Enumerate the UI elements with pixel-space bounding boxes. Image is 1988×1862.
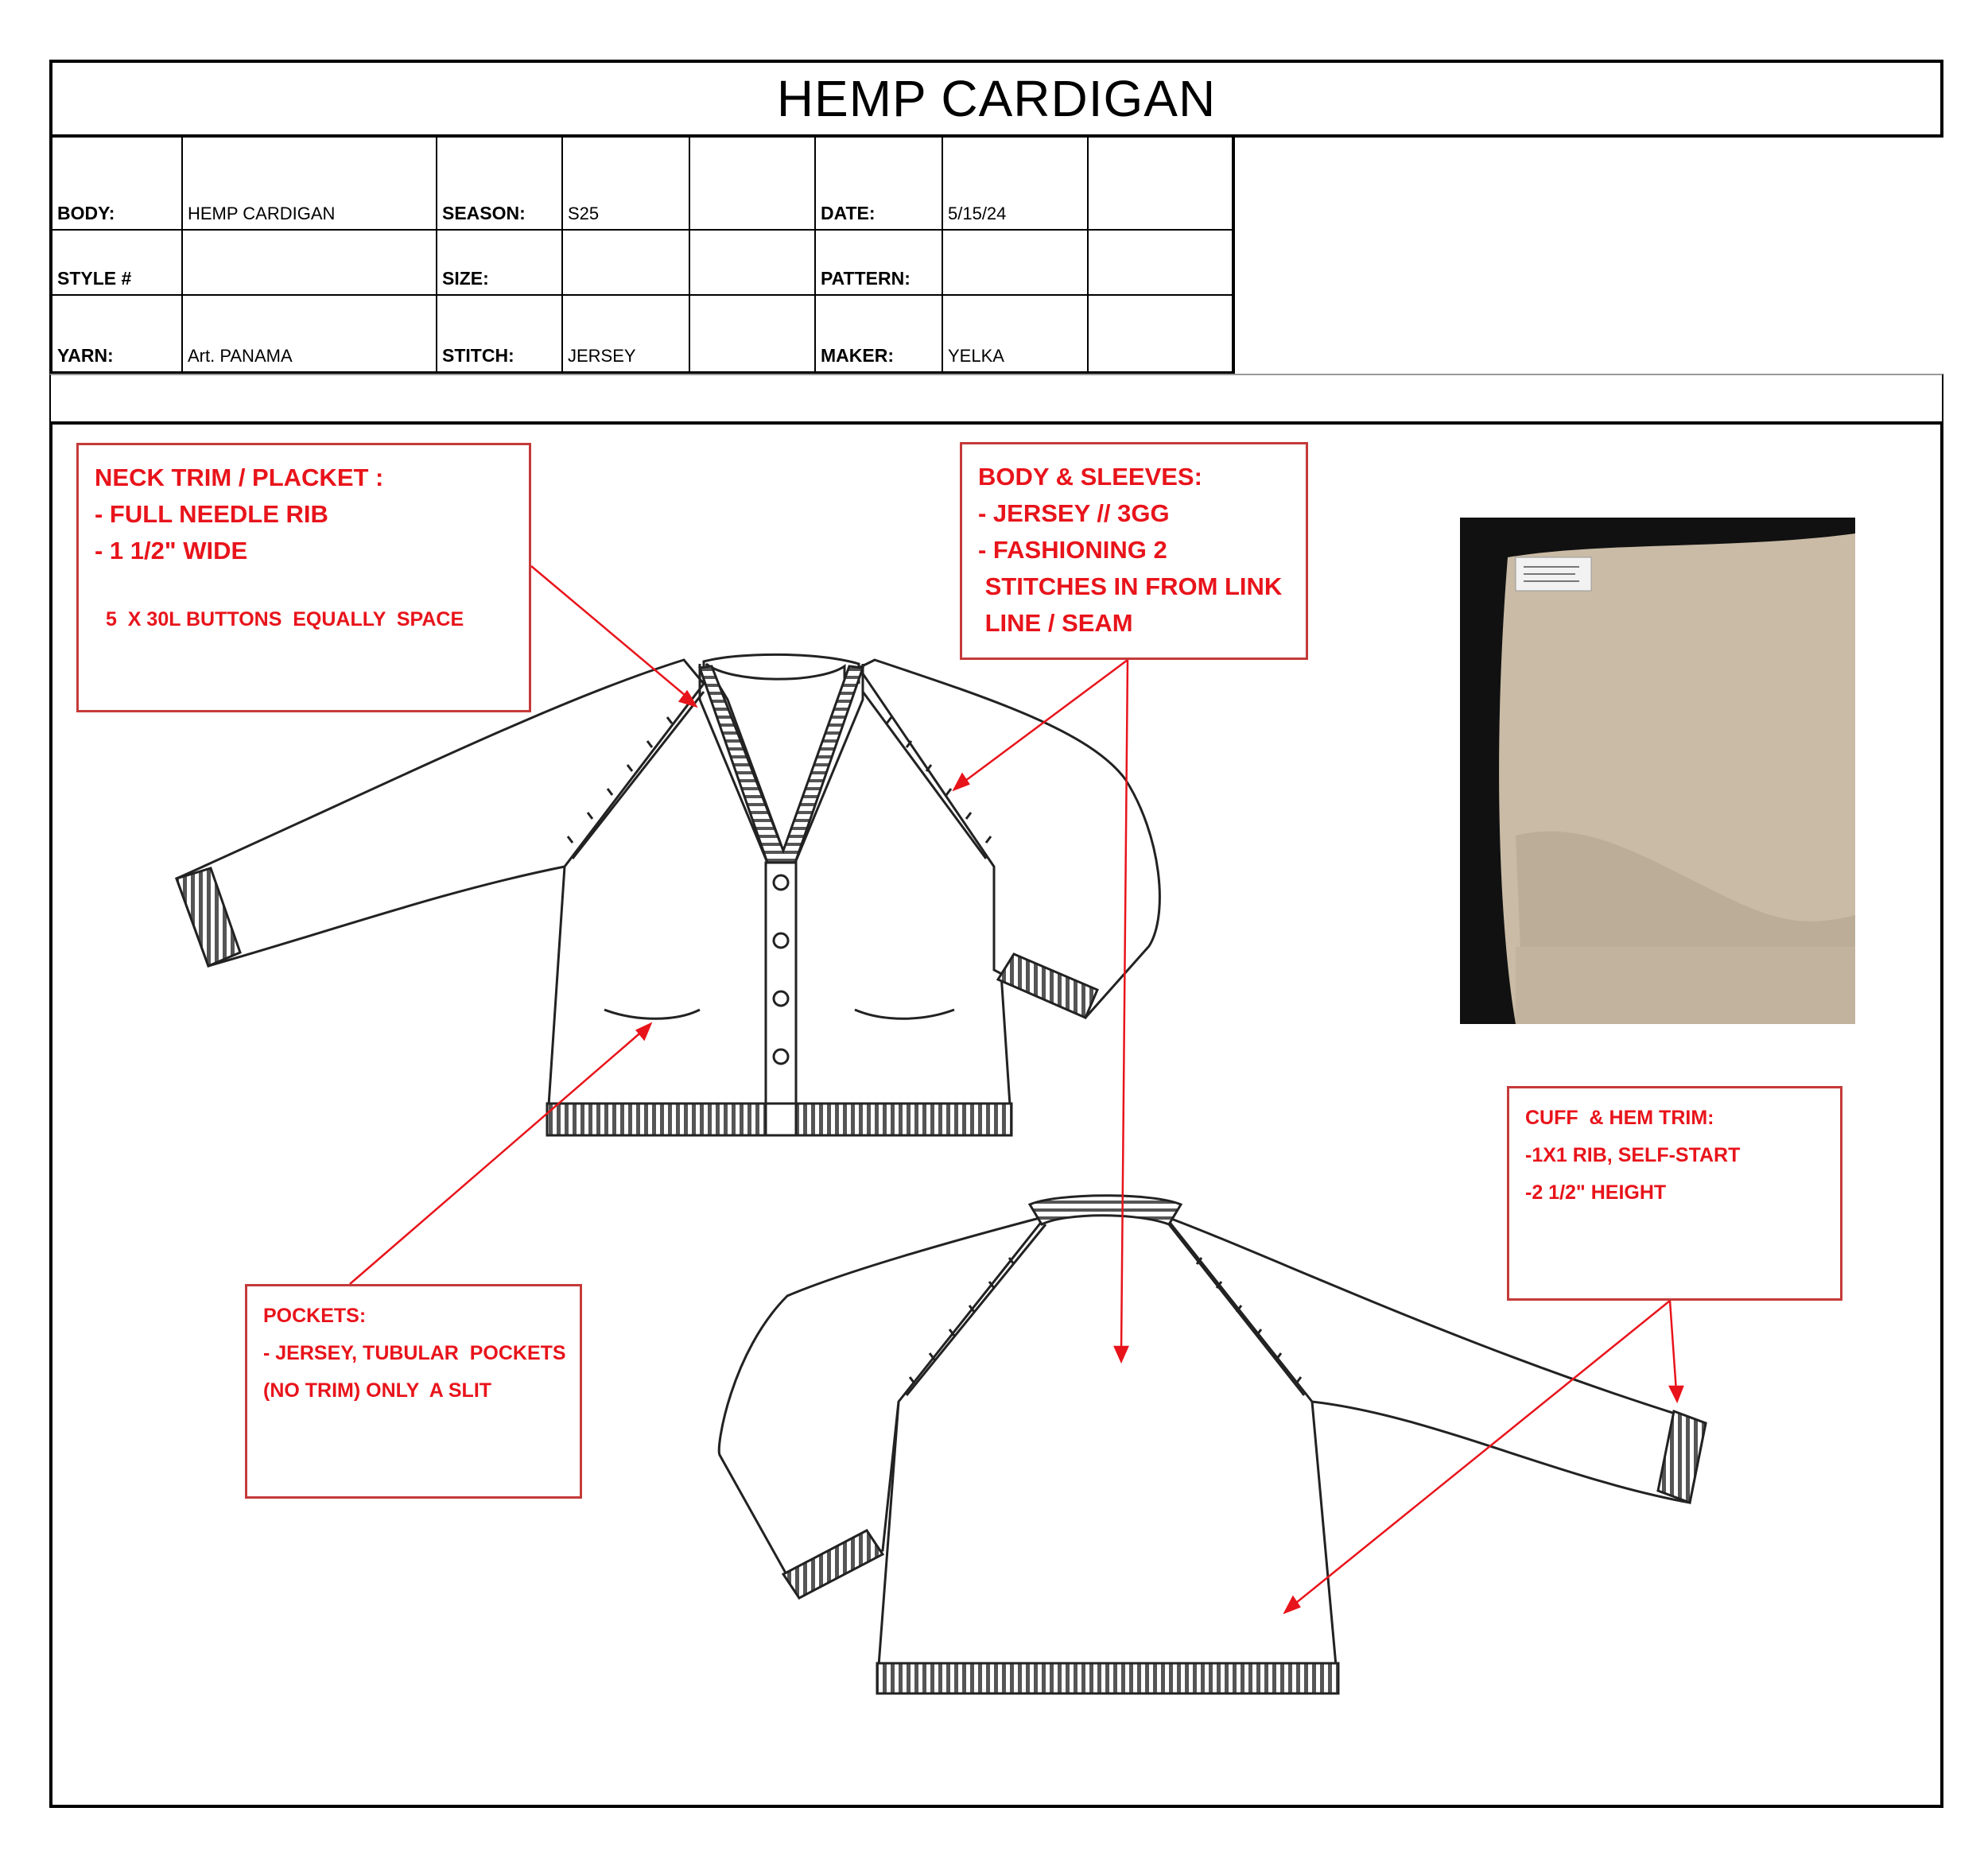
season-value: S25: [562, 136, 689, 230]
body-sleeves-note: [960, 442, 1308, 660]
cardigan-front-sketch: [177, 654, 1159, 1135]
size-label: SIZE:: [437, 230, 562, 295]
note-line: POCKETS:: [263, 1305, 367, 1327]
pockets-note: [245, 1284, 582, 1499]
stitch-label: STITCH:: [437, 295, 562, 373]
note-line: -2 1/2" HEIGHT: [1525, 1181, 1667, 1204]
page-title: HEMP CARDIGAN: [776, 70, 1217, 127]
knit-swatch-photo: [1460, 518, 1855, 1024]
note-line: STITCHES IN FROM LINK: [978, 572, 1283, 600]
note-line: - FULL NEEDLE RIB: [95, 500, 328, 528]
date-label: DATE:: [815, 136, 942, 230]
body-label: BODY:: [51, 136, 182, 230]
note-line: 5 X 30L BUTTONS EQUALLY SPACE: [106, 608, 464, 630]
body-value: HEMP CARDIGAN: [182, 136, 437, 230]
note-line: (NO TRIM) ONLY A SLIT: [263, 1379, 492, 1402]
season-label: SEASON:: [437, 136, 562, 230]
neck-trim-note: [76, 443, 531, 712]
note-line: -1X1 RIB, SELF-START: [1525, 1144, 1741, 1166]
note-line: - JERSEY // 3GG: [978, 499, 1170, 527]
maker-value: YELKA: [942, 295, 1088, 373]
note-line: - FASHIONING 2: [978, 536, 1167, 564]
style-label: STYLE #: [51, 230, 182, 295]
date-value: 5/15/24: [942, 136, 1088, 230]
note-line: CUFF & HEM TRIM:: [1525, 1107, 1714, 1129]
yarn-label: YARN:: [51, 295, 182, 373]
note-line: - JERSEY, TUBULAR POCKETS: [263, 1342, 566, 1364]
note-line: - 1 1/2" WIDE: [95, 537, 248, 564]
pattern-label: PATTERN:: [815, 230, 942, 295]
cuff-hem-note: [1507, 1086, 1842, 1301]
note-line: BODY & SLEEVES:: [978, 463, 1202, 491]
note-line: LINE / SEAM: [978, 609, 1133, 637]
yarn-value: Art. PANAMA: [182, 295, 437, 373]
maker-label: MAKER:: [815, 295, 942, 373]
stitch-value: JERSEY: [562, 295, 689, 373]
note-line: NECK TRIM / PLACKET :: [95, 464, 384, 491]
